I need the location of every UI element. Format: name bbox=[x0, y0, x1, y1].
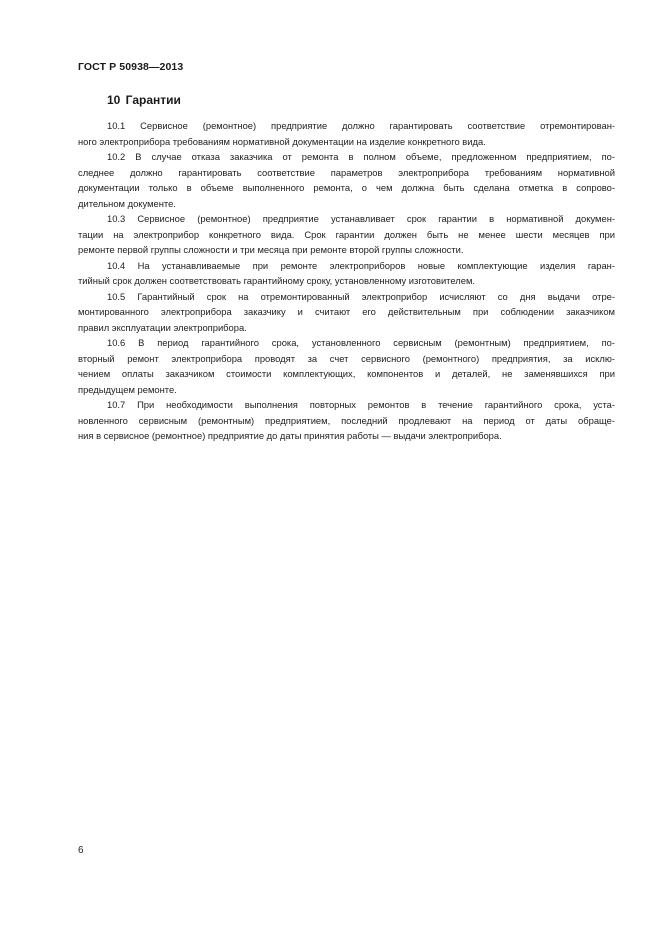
clause-line: тации на электроприбор конкретного вида. Срок гарантии должен быть не менее шести месяцев при bbox=[78, 228, 615, 240]
clause-10-2 bbox=[78, 149, 615, 211]
clause-line: 10.6 В период гарантийного срока, установленного сервисным (ремонтным) предприятием, по- bbox=[107, 337, 615, 348]
clause-10-4 bbox=[78, 258, 615, 289]
clause-10-5 bbox=[78, 289, 615, 336]
clause-10-7 bbox=[78, 397, 615, 444]
clause-line: 10.3 Сервисное (ремонтное) предприятие устанавливает срок гарантии в нормативной докумен- bbox=[107, 213, 615, 224]
clause-line: предыдущем ремонте. bbox=[78, 383, 177, 395]
clause-line: вторный ремонт электроприбора проводят за счет сервисного (ремонтного) предприятия, за исклю- bbox=[78, 352, 615, 364]
clause-line: 10.5 Гарантийный срок на отремонтированный электроприбор исчисляют со дня выдачи отре- bbox=[107, 290, 615, 302]
clause-line: 10.1 Сервисное (ремонтное) предприятие должно гарантировать соответствие отремонтирован- bbox=[107, 120, 615, 131]
section-heading: 10 Гарантии bbox=[107, 93, 181, 107]
clause-line: чением оплаты заказчиком стоимости комплектующих, компонентов и деталей, не заменявшихся при bbox=[78, 368, 615, 379]
clause-line: 10.2 В случае отказа заказчика от ремонта в полном объеме, предложенном предприятием, по- bbox=[107, 151, 615, 162]
clause-line: новленного сервисным (ремонтным) предприятием, последний продлевают на период от даты обраще- bbox=[78, 414, 615, 426]
clause-line: ного электроприбора требованиям нормативной документации на изделие конкретного вида. bbox=[78, 135, 486, 147]
clause-line: правил эксплуатации электроприбора. bbox=[78, 321, 247, 333]
clause-list bbox=[78, 118, 615, 444]
page-number: 6 bbox=[78, 845, 84, 856]
clause-line: дительном документе. bbox=[78, 197, 176, 209]
clause-line: тийный срок должен соответствовать гарантийному сроку, установленному изготовителем. bbox=[78, 275, 476, 286]
clause-line: 10.4 На устанавливаемые при ремонте электроприборов новые комплектующие изделия гаран- bbox=[107, 259, 615, 271]
clause-line: ремонте первой группы сложности и три месяца при ремонте второй группы сложности. bbox=[78, 244, 464, 255]
clause-10-1 bbox=[78, 118, 615, 149]
clause-line: монтированного электроприбора заказчику и считают его действительным при соблюдении заказчиком bbox=[78, 306, 615, 317]
clause-line: 10.7 При необходимости выполнения повторных ремонтов в течение гарантийного срока, уста- bbox=[107, 399, 615, 410]
clause-10-6 bbox=[78, 335, 615, 397]
clause-10-3 bbox=[78, 211, 615, 258]
clause-line: документации только в объеме выполненного ремонта, о чем должна быть сделана отметка в сопрово- bbox=[78, 182, 615, 193]
document-code-header: ГОСТ Р 50938—2013 bbox=[78, 61, 184, 73]
clause-line: следнее должно гарантировать соответствие параметров электроприбора требованиям нормативной bbox=[78, 166, 615, 178]
clause-line: ния в сервисное (ремонтное) предприятие до даты принятия работы — выдачи электроприбора. bbox=[78, 430, 502, 441]
